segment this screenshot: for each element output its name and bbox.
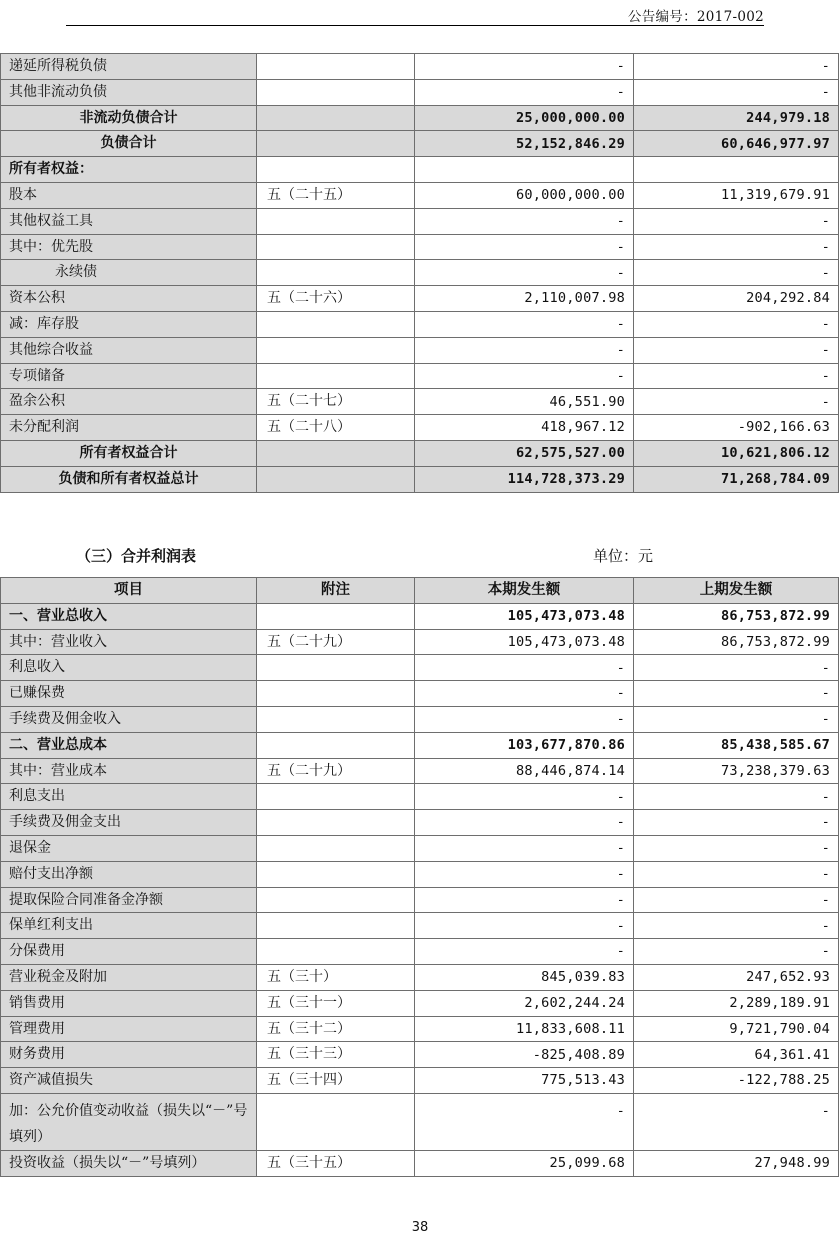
row-previous-value: 85,438,585.67: [634, 732, 839, 758]
row-current-value: 25,099.68: [415, 1150, 634, 1176]
row-previous-value: 64,361.41: [634, 1042, 839, 1068]
row-previous-value: 204,292.84: [634, 286, 839, 312]
row-note: 五（三十二）: [257, 1016, 415, 1042]
row-label: 其他综合收益: [1, 337, 257, 363]
table-row: [1, 681, 839, 707]
table-row: [1, 286, 839, 312]
row-note: [257, 234, 415, 260]
row-previous-value: -: [634, 810, 839, 836]
header-current: 本期发生额: [415, 578, 634, 604]
row-label: 永续债: [1, 260, 257, 286]
row-note: [257, 260, 415, 286]
row-current-value: -: [415, 655, 634, 681]
row-note: 五（二十八）: [257, 415, 415, 441]
row-current-value: -: [415, 887, 634, 913]
row-current-value: -: [415, 54, 634, 80]
row-label: 未分配利润: [1, 415, 257, 441]
row-previous-value: 73,238,379.63: [634, 758, 839, 784]
row-current-value: 105,473,073.48: [415, 603, 634, 629]
row-note: [257, 79, 415, 105]
row-label: 股本: [1, 182, 257, 208]
row-current-value: 2,110,007.98: [415, 286, 634, 312]
row-previous-value: -: [634, 311, 839, 337]
row-note: [257, 835, 415, 861]
row-previous-value: -: [634, 208, 839, 234]
row-label: 其他非流动负债: [1, 79, 257, 105]
row-previous-value: 71,268,784.09: [634, 466, 839, 492]
row-label: 手续费及佣金支出: [1, 810, 257, 836]
row-current-value: -: [415, 208, 634, 234]
row-label: 一、营业总收入: [1, 603, 257, 629]
table-row: [1, 1068, 839, 1094]
header-previous: 上期发生额: [634, 578, 839, 604]
table-row: [1, 706, 839, 732]
row-label: 非流动负债合计: [1, 105, 257, 131]
row-note: [257, 732, 415, 758]
row-previous-value: -: [634, 234, 839, 260]
row-note: 五（二十九）: [257, 758, 415, 784]
row-note: [257, 861, 415, 887]
table-row: [1, 363, 839, 389]
row-current-value: 11,833,608.11: [415, 1016, 634, 1042]
row-previous-value: -: [634, 913, 839, 939]
balance-sheet-table: [0, 53, 839, 493]
row-current-value: 418,967.12: [415, 415, 634, 441]
row-current-value: 845,039.83: [415, 964, 634, 990]
row-previous-value: -: [634, 655, 839, 681]
row-note: [257, 655, 415, 681]
row-previous-value: 247,652.93: [634, 964, 839, 990]
row-previous-value: 11,319,679.91: [634, 182, 839, 208]
table-row: [1, 913, 839, 939]
row-label: 所有者权益：: [1, 157, 257, 183]
row-note: [257, 681, 415, 707]
row-note: 五（三十四）: [257, 1068, 415, 1094]
row-current-value: 60,000,000.00: [415, 182, 634, 208]
row-previous-value: -: [634, 54, 839, 80]
table-row: [1, 784, 839, 810]
row-label: 其中：营业收入: [1, 629, 257, 655]
row-previous-value: 60,646,977.97: [634, 131, 839, 157]
row-current-value: 2,602,244.24: [415, 990, 634, 1016]
row-current-value: -: [415, 810, 634, 836]
row-label: 已赚保费: [1, 681, 257, 707]
row-current-value: -: [415, 363, 634, 389]
table-row: [1, 758, 839, 784]
row-label: 减：库存股: [1, 311, 257, 337]
row-note: [257, 810, 415, 836]
row-note: 五（二十六）: [257, 286, 415, 312]
row-label: 退保金: [1, 835, 257, 861]
row-previous-value: -: [634, 363, 839, 389]
row-previous-value: -: [634, 706, 839, 732]
row-current-value: 62,575,527.00: [415, 440, 634, 466]
table-row: [1, 939, 839, 965]
row-note: 五（三十三）: [257, 1042, 415, 1068]
row-label: 手续费及佣金收入: [1, 706, 257, 732]
table-row: [1, 732, 839, 758]
row-previous-value: -: [634, 79, 839, 105]
row-label: 管理费用: [1, 1016, 257, 1042]
row-previous-value: -: [634, 861, 839, 887]
table-row: [1, 208, 839, 234]
row-note: [257, 466, 415, 492]
row-note: 五（二十五）: [257, 182, 415, 208]
row-current-value: -: [415, 939, 634, 965]
row-note: [257, 603, 415, 629]
row-previous-value: 10,621,806.12: [634, 440, 839, 466]
table-row: [1, 105, 839, 131]
row-label: 负债和所有者权益总计: [1, 466, 257, 492]
page-number: 38: [411, 1220, 429, 1235]
page-header: [66, 0, 764, 26]
row-label: 加：公允价值变动收益（损失以“－”号填列）: [1, 1093, 257, 1150]
table-row: [1, 260, 839, 286]
row-note: 五（二十七）: [257, 389, 415, 415]
row-note: [257, 208, 415, 234]
row-note: 五（三十）: [257, 964, 415, 990]
table-row: [1, 54, 839, 80]
table-row: [1, 655, 839, 681]
row-note: [257, 311, 415, 337]
row-label: 销售费用: [1, 990, 257, 1016]
row-note: [257, 913, 415, 939]
table-row: [1, 1093, 839, 1150]
row-label: 营业税金及附加: [1, 964, 257, 990]
row-current-value: 88,446,874.14: [415, 758, 634, 784]
row-current-value: -: [415, 835, 634, 861]
row-current-value: -: [415, 234, 634, 260]
table-row: [1, 1150, 839, 1176]
row-previous-value: 2,289,189.91: [634, 990, 839, 1016]
row-current-value: -: [415, 706, 634, 732]
header-note: 附注: [257, 578, 415, 604]
row-previous-value: -: [634, 389, 839, 415]
income-statement-title: （三）合并利润表: [76, 547, 197, 565]
row-current-value: 103,677,870.86: [415, 732, 634, 758]
income-statement-table: [0, 577, 839, 1177]
table-row: [1, 466, 839, 492]
row-previous-value: -: [634, 887, 839, 913]
table-row: [1, 810, 839, 836]
row-previous-value: -: [634, 260, 839, 286]
row-current-value: -: [415, 311, 634, 337]
announcement-number: 公告编号：2017-002: [627, 9, 764, 25]
row-current-value: 25,000,000.00: [415, 105, 634, 131]
row-previous-value: 86,753,872.99: [634, 603, 839, 629]
table-row: [1, 415, 839, 441]
row-previous-value: -: [634, 337, 839, 363]
unit-label: 单位：元: [593, 547, 654, 565]
row-note: [257, 706, 415, 732]
table-row: [1, 835, 839, 861]
row-label: 其他权益工具: [1, 208, 257, 234]
row-current-value: -: [415, 784, 634, 810]
row-label: 其中：营业成本: [1, 758, 257, 784]
row-current-value: -: [415, 79, 634, 105]
row-note: [257, 440, 415, 466]
row-current-value: -: [415, 260, 634, 286]
row-label: 分保费用: [1, 939, 257, 965]
row-previous-value: 9,721,790.04: [634, 1016, 839, 1042]
row-label: 保单红利支出: [1, 913, 257, 939]
row-current-value: 52,152,846.29: [415, 131, 634, 157]
row-label: 利息收入: [1, 655, 257, 681]
row-previous-value: [634, 157, 839, 183]
row-note: 五（三十一）: [257, 990, 415, 1016]
row-previous-value: -: [634, 939, 839, 965]
row-label: 赔付支出净额: [1, 861, 257, 887]
row-note: 五（三十五）: [257, 1150, 415, 1176]
table-row: [1, 887, 839, 913]
table-row: [1, 389, 839, 415]
row-previous-value: -: [634, 681, 839, 707]
table-row: [1, 182, 839, 208]
row-label: 二、营业总成本: [1, 732, 257, 758]
table-row: [1, 79, 839, 105]
row-note: [257, 363, 415, 389]
row-current-value: 114,728,373.29: [415, 466, 634, 492]
row-current-value: [415, 157, 634, 183]
table-row: [1, 861, 839, 887]
row-current-value: 775,513.43: [415, 1068, 634, 1094]
row-label: 其中：优先股: [1, 234, 257, 260]
row-label: 专项储备: [1, 363, 257, 389]
row-label: 所有者权益合计: [1, 440, 257, 466]
row-current-value: 105,473,073.48: [415, 629, 634, 655]
table-row: [1, 131, 839, 157]
header-item: 项目: [1, 578, 257, 604]
row-label: 资产减值损失: [1, 1068, 257, 1094]
row-note: [257, 939, 415, 965]
row-previous-value: 86,753,872.99: [634, 629, 839, 655]
table-row: [1, 629, 839, 655]
row-note: [257, 887, 415, 913]
row-note: [257, 131, 415, 157]
row-current-value: -: [415, 337, 634, 363]
row-current-value: 46,551.90: [415, 389, 634, 415]
row-note: [257, 1093, 415, 1150]
row-label: 利息支出: [1, 784, 257, 810]
table-row: [1, 1016, 839, 1042]
table-row: [1, 990, 839, 1016]
row-note: [257, 784, 415, 810]
row-current-value: -: [415, 1093, 634, 1150]
row-previous-value: -: [634, 835, 839, 861]
row-note: [257, 157, 415, 183]
row-label: 财务费用: [1, 1042, 257, 1068]
row-previous-value: -: [634, 784, 839, 810]
row-note: 五（二十九）: [257, 629, 415, 655]
row-current-value: -: [415, 861, 634, 887]
row-label: 负债合计: [1, 131, 257, 157]
row-current-value: -: [415, 681, 634, 707]
row-note: [257, 105, 415, 131]
row-label: 提取保险合同准备金净额: [1, 887, 257, 913]
row-note: [257, 54, 415, 80]
table-row: [1, 440, 839, 466]
row-previous-value: 27,948.99: [634, 1150, 839, 1176]
row-note: [257, 337, 415, 363]
table-row: [1, 1042, 839, 1068]
table-row: [1, 964, 839, 990]
row-label: 资本公积: [1, 286, 257, 312]
row-previous-value: 244,979.18: [634, 105, 839, 131]
row-current-value: -: [415, 913, 634, 939]
row-label: 投资收益（损失以“－”号填列）: [1, 1150, 257, 1176]
row-previous-value: -: [634, 1093, 839, 1150]
row-previous-value: -902,166.63: [634, 415, 839, 441]
table-row: [1, 157, 839, 183]
row-label: 盈余公积: [1, 389, 257, 415]
row-label: 递延所得税负债: [1, 54, 257, 80]
table-header-row: [1, 578, 839, 604]
row-previous-value: -122,788.25: [634, 1068, 839, 1094]
table-row: [1, 603, 839, 629]
table-row: [1, 311, 839, 337]
table-row: [1, 337, 839, 363]
table-row: [1, 234, 839, 260]
row-current-value: -825,408.89: [415, 1042, 634, 1068]
